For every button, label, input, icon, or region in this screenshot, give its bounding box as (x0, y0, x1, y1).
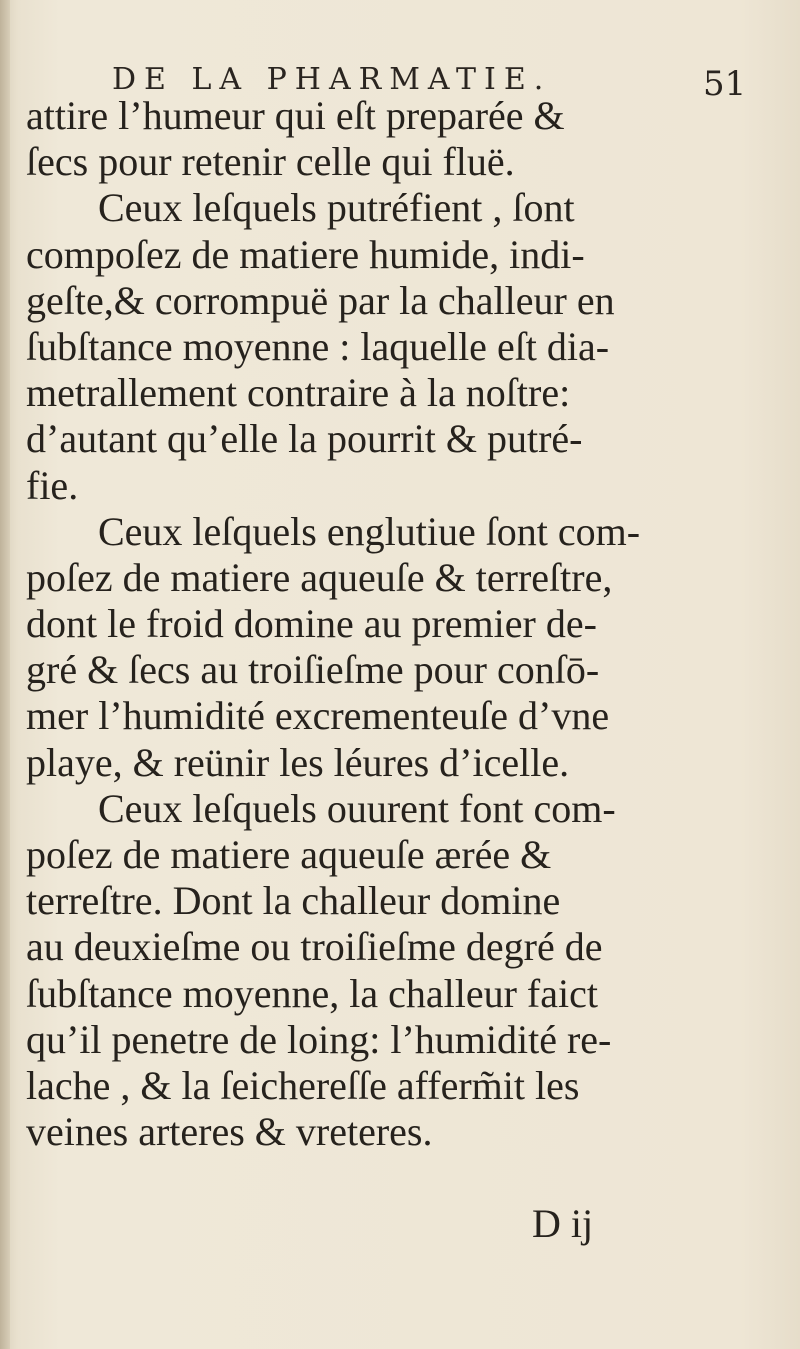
signature-mark: D ij (532, 1201, 594, 1246)
text-line: lache , & la ſeichereſſe afferm̃it les (26, 1062, 580, 1108)
text-line: fie. (26, 462, 79, 508)
page-gutter (0, 0, 10, 1349)
text-line: poſez de matiere aqueuſe & terreſtre, (26, 554, 613, 600)
text-line: geſte,& corrompuë par la challeur en (26, 277, 615, 323)
text-line: veines arteres & vreteres. (26, 1109, 433, 1155)
text-line: terreſtre. Dont la challeur domine (26, 878, 561, 924)
text-line: d’autant qu’elle la pourrit & putré- (26, 416, 583, 462)
text-line: attire l’humeur qui eſt preparée & (26, 93, 565, 138)
text-line: ſecs pour retenir celle qui fluë. (26, 139, 515, 185)
body-text (26, 93, 756, 1155)
text-line: compoſez de matiere humide, indi- (26, 231, 585, 277)
text-line: metrallement contraire à la noſtre: (26, 370, 571, 416)
text-line: mer l’humidité excrementeuſe d’vne (26, 693, 610, 739)
text-line: dont le froid domine au premier de- (26, 601, 597, 647)
text-line: qu’il penetre de loing: l’humidité re- (26, 1016, 612, 1062)
text-line: gré & ſecs au troiſieſme pour conſō- (26, 647, 600, 693)
text-line: ſubſtance moyenne : laquelle eſt dia- (26, 323, 610, 369)
paragraph-start-line: Ceux leſquels putréfient , ſont (98, 185, 575, 231)
page-number: 51 (703, 64, 747, 104)
paragraph-start-line: Ceux leſquels ouurent font com- (98, 785, 616, 831)
text-line: ſubſtance moyenne, la challeur faict (26, 970, 598, 1016)
text-line: poſez de matiere aqueuſe ærée & (26, 832, 552, 877)
text-line: au deuxieſme ou troiſieſme degré de (26, 924, 603, 970)
paragraph-start-line: Ceux leſquels englutiue ſont com- (98, 508, 641, 554)
running-head: DE LA PHARMATIE. (112, 62, 552, 97)
text-line: playe, & reünir les léures d’icelle. (26, 739, 570, 785)
